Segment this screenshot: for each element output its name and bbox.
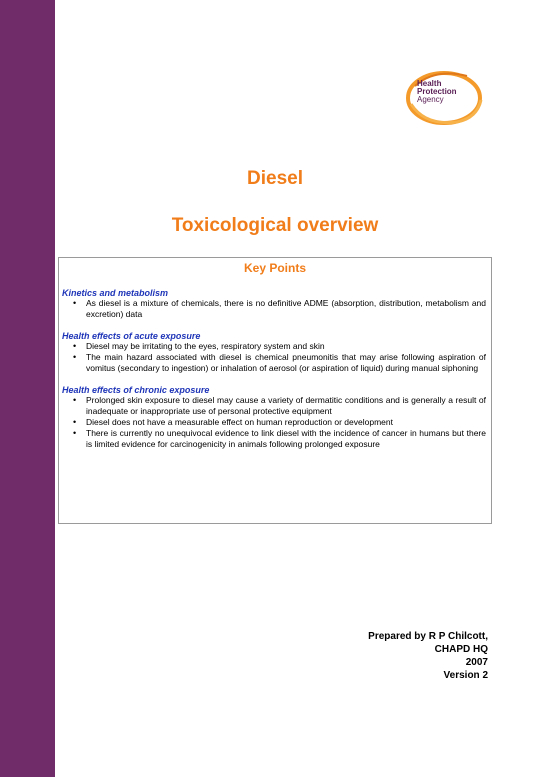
chronic-list (59, 395, 486, 450)
version-line: Version 2 (443, 670, 488, 681)
year-line: 2007 (465, 657, 488, 668)
hpa-logo (405, 70, 483, 126)
list-item: • Diesel does not have a measurable effect on human reproduction or development (86, 417, 486, 428)
list-item: • As diesel is a mixture of chemicals, there is no definitive ADME (absorption, distribution, metabolism and excretion) data (86, 298, 486, 320)
list-item: • There is currently no unequivocal evidence to link diesel with the incidence of cancer in humans but there is limited evidence for carcinogenicity in animals following prolonged exposure (86, 428, 486, 450)
key-points-heading: Key Points (243, 261, 306, 275)
key-points-box (58, 257, 492, 524)
logo-line-agency: Agency (417, 95, 444, 104)
department-line: CHAPD HQ (434, 644, 488, 655)
prepared-by-block (368, 630, 488, 682)
section-heading-chronic: Health effects of chronic exposure (62, 385, 210, 395)
logo-line-health: Health (417, 79, 442, 88)
document-title: Diesel (247, 168, 303, 189)
acute-list (59, 341, 486, 374)
list-item: • Prolonged skin exposure to diesel may cause a variety of dermatitic conditions and is generally a result of inadequate or inappropriate use of personal protective equipment (86, 395, 486, 417)
document-subtitle: Toxicological overview (171, 215, 379, 236)
side-color-bar (0, 0, 55, 777)
list-item: • Diesel may be irritating to the eyes, respiratory system and skin (86, 341, 486, 352)
logo-line-protection: Protection (417, 87, 457, 96)
section-heading-acute: Health effects of acute exposure (62, 331, 201, 341)
section-heading-kinetics: Kinetics and metabolism (62, 288, 169, 298)
logo-text (417, 80, 457, 104)
prepared-by-line: Prepared by R P Chilcott, (368, 631, 488, 642)
list-item: • The main hazard associated with diesel is chemical pneumonitis that may arise following aspiration of vomitus (secondary to ingestion) or inhalation of aerosol (or aspiration of liquid) during manual siphoning (86, 352, 486, 374)
kinetics-list (59, 298, 486, 320)
